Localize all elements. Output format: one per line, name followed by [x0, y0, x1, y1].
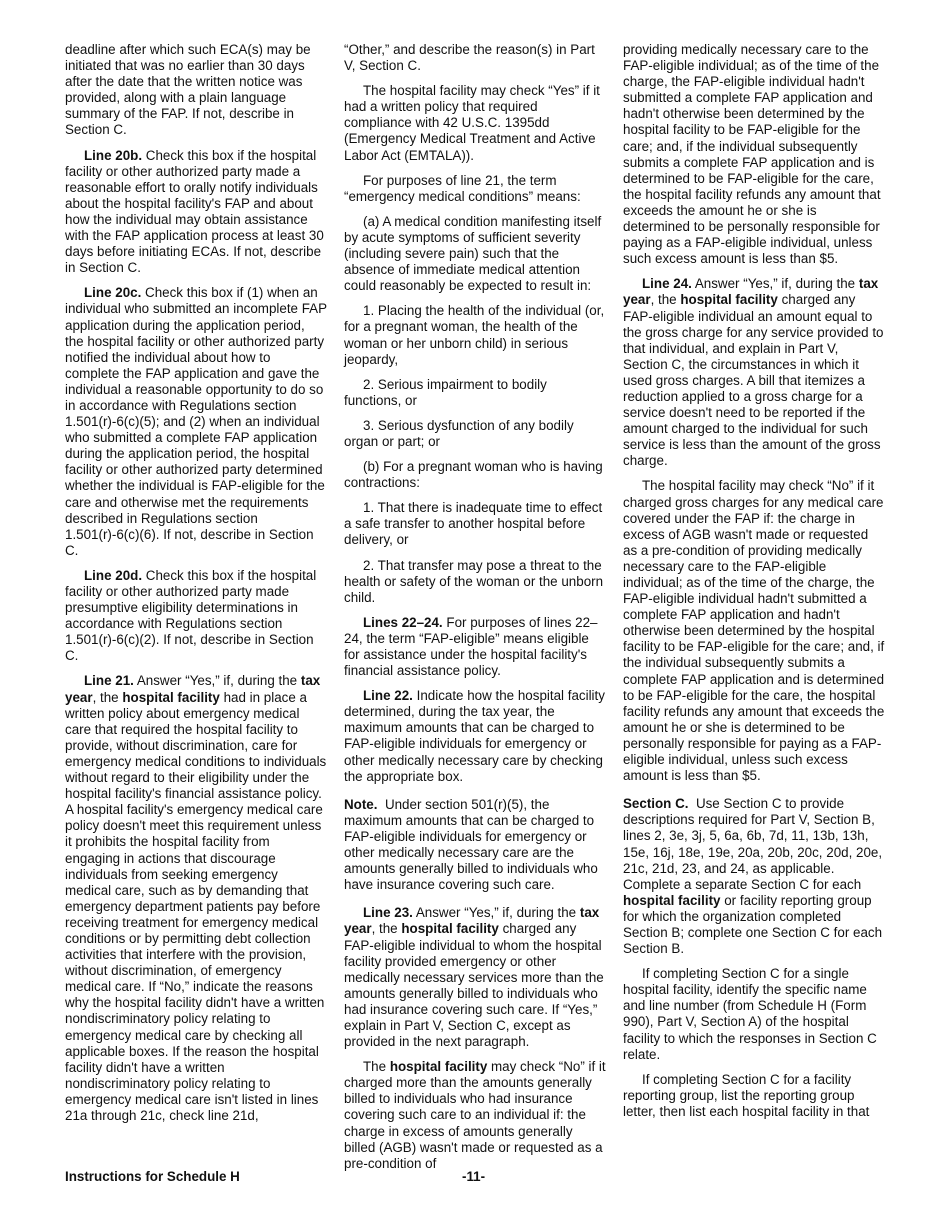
paragraph: (a) A medical condition manifesting itself by acute symptoms of sufficient severity (including severe pain) such that the absence of immediate medical attention could reasonably be expected to result in: — [344, 213, 602, 294]
list-item: 1. That there is inadequate time to effect a safe transfer to another hospital before delivery, or — [344, 500, 603, 548]
footer-title: Instructions for Schedule H — [65, 1169, 240, 1184]
text-column-1 — [65, 42, 327, 1133]
text-column-2 — [344, 42, 606, 1181]
paragraph: deadline after which such ECA(s) may be initiated that was no earlier than 30 days after the date that the written notice was provided, along with a plain language summary of the FAP. If not, describe in Section C. — [65, 42, 311, 138]
page-number: -11- — [462, 1169, 486, 1184]
paragraph-line-22: Line 22. Indicate how the hospital facility determined, during the tax year, the maximum amounts that can be charged to FAP-eligible individuals for emergency or other medically necessary care by checking the appropriate box. — [344, 688, 605, 784]
list-item: 2. That transfer may pose a threat to the health or safety of the woman or the unborn child. — [344, 557, 604, 605]
paragraph: If completing Section C for a single hospital facility, identify the specific name and line number (from Schedule H (Form 990), Part V, Section A) of the hospital facility to which the responses in Section C relate. — [623, 966, 877, 1062]
text-column-3 — [623, 42, 885, 1129]
paragraph: “Other,” and describe the reason(s) in Part V, Section C. — [344, 42, 595, 74]
paragraph-section-c: Section C. Use Section C to provide descriptions required for Part V, Section B, lines 2, 3e, 3j, 5, 6a, 6b, 7d, 11, 13b, 13h, 15e, 16j, 18e, 19e, 20a, 20b, 20c, 20d, 20e, 21c, 21d, 23, and 24, as applicable. Complete a separate Section C for each hospital facility or facility reporting group for which the organization completed Section B; complete one Section C for each Section B. — [623, 796, 883, 957]
paragraph: providing medically necessary care to the FAP-eligible individual; as of the time of the charge, the FAP-eligible individual hadn't submitted a complete FAP application and hadn't otherwise been determined by the hospital facility to be FAP-eligible for the care; and, if the individual subsequently submits a complete FAP application and is determined to be FAP-eligible for the care, the hospital facility refunds any amount that exceeds the amount he or she is determined to be personally responsible for paying as a FAP-eligible individual, unless such excess amount is less than $5. — [623, 42, 881, 267]
list-item: 3. Serious dysfunction of any bodily organ or part; or — [344, 417, 574, 449]
list-item: 2. Serious impairment to bodily functions, or — [344, 376, 547, 408]
paragraph: (b) For a pregnant woman who is having contractions: — [344, 459, 603, 491]
paragraph: The hospital facility may check “No” if it charged more than the amounts generally billed to individuals who had insurance covering such care to an individual if: the charge in excess of amounts generally billed (AGB) wasn't made or requested as a pre-condition of — [344, 1059, 606, 1171]
paragraph: For purposes of line 21, the term “emergency medical conditions” means: — [344, 172, 581, 204]
paragraph-line-20d: Line 20d. Check this box if the hospital facility or other authorized party made presumptive eligibility determinations in accordance with Regulations section 1.501(r)-6(c)(2). If not, describe in Section C. — [65, 567, 317, 664]
paragraph: If completing Section C for a facility reporting group, list the reporting group letter, then list each hospital facility in that — [623, 1071, 870, 1119]
paragraph-line-21: Line 21. Answer “Yes,” if, during the tax year, the hospital facility had in place a written policy about emergency medical care that required the hospital facility to provide, without discrimination, care for emergency medical conditions to individuals without regard to their eligibility under the hospital facility's financial assistance policy. A hospital facility's emergency medical care policy doesn't meet this requirement unless it prohibits the hospital facility from engaging in actions that discourage individuals from seeking emergency medical care, such as by demanding that emergency department patients pay before receiving treatment for emergency medical conditions or by permitting debt collection activities that interfere with the provision, without discrimination, of emergency medical care. If “No,” indicate the reasons why the hospital facility didn't have a written nondiscriminatory policy relating to emergency medical care by checking all applicable boxes. If the reason the hospital facility didn't have a written nondiscriminatory policy relating to emergency medical care isn't listed in lines 21a through 21c, check line 21d, — [65, 673, 327, 1123]
paragraph-line-24: Line 24. Answer “Yes,” if, during the tax year, the hospital facility charged any FAP-eligible individual an amount equal to the gross charge for any service provided to that individual, and explain in Part V, Section C, the circumstances in which it used gross charges. A bill that itemizes a reduction applied to a gross charge for a service doesn't need to be reported if the amount charged to the individual for such service is less than the amount of the gross charge. — [623, 276, 884, 469]
note-paragraph: Note. Under section 501(r)(5), the maximum amounts that can be charged to FAP-eligible individuals for emergency or other medically necessary care are the amounts generally billed to individuals who have insurance covering such care. — [344, 796, 598, 893]
paragraph-line-20c: Line 20c. Check this box if (1) when an individual who submitted an incomplete FAP application during the application period, the hospital facility or other authorized party notified the individual about how to complete the FAP application and gave the individual a reasonable opportunity to do so in accordance with Regulations section 1.501(r)-6(c)(5); and (2) when an individual who submitted a complete FAP application during the application period, the hospital facility or other authorized party determined whether the individual is FAP-eligible for the care and otherwise met the requirements described in Regulations section 1.501(r)-6(c)(6). If not, describe in Section C. — [65, 285, 327, 558]
paragraph: The hospital facility may check “Yes” if it had a written policy that required compliance with 42 U.S.C. 1395dd (Emergency Medical Treatment and Active Labor Act (EMTALA)). — [344, 83, 600, 163]
paragraph: The hospital facility may check “No” if it charged gross charges for any medical care covered under the FAP if: the charge in excess of AGB wasn't made or requested as a pre-condition of providing medically necessary care to the FAP-eligible individual; as of the time of the charge, the FAP-eligible individual hadn't submitted a complete FAP application and hadn't otherwise been determined by the hospital facility to be FAP-eligible for the care; and, if the individual subsequently submits a complete FAP application and is determined to be FAP-eligible for the care, the hospital facility refunds any amount that exceeds the amount he or she is determined to be personally responsible for paying as a FAP-eligible individual, unless such excess amount is less than $5. — [623, 478, 885, 784]
paragraph-line-20b: Line 20b. Check this box if the hospital facility or other authorized party made a reasonable effort to orally notify individuals about the hospital facility's FAP and about how the individual may obtain assistance with the FAP application process at least 30 days before initiating ECAs. If not, describe in Section C. — [65, 147, 324, 276]
paragraph-line-23: Line 23. Answer “Yes,” if, during the tax year, the hospital facility charged any FAP-eligible individual to whom the hospital facility provided emergency or other medically necessary services more than the amounts generally billed to individuals who had insurance covering such care. If “Yes,” explain in Part V, Section C, except as provided in the next paragraph. — [344, 905, 604, 1050]
list-item: 1. Placing the health of the individual (or, for a pregnant woman, the health of the woman or her unborn child) in serious jeopardy, — [344, 303, 605, 367]
paragraph-lines-22-24: Lines 22–24. For purposes of lines 22–24, the term “FAP-eligible” means eligible for assistance under the hospital facility's financial assistance policy. — [344, 614, 598, 679]
